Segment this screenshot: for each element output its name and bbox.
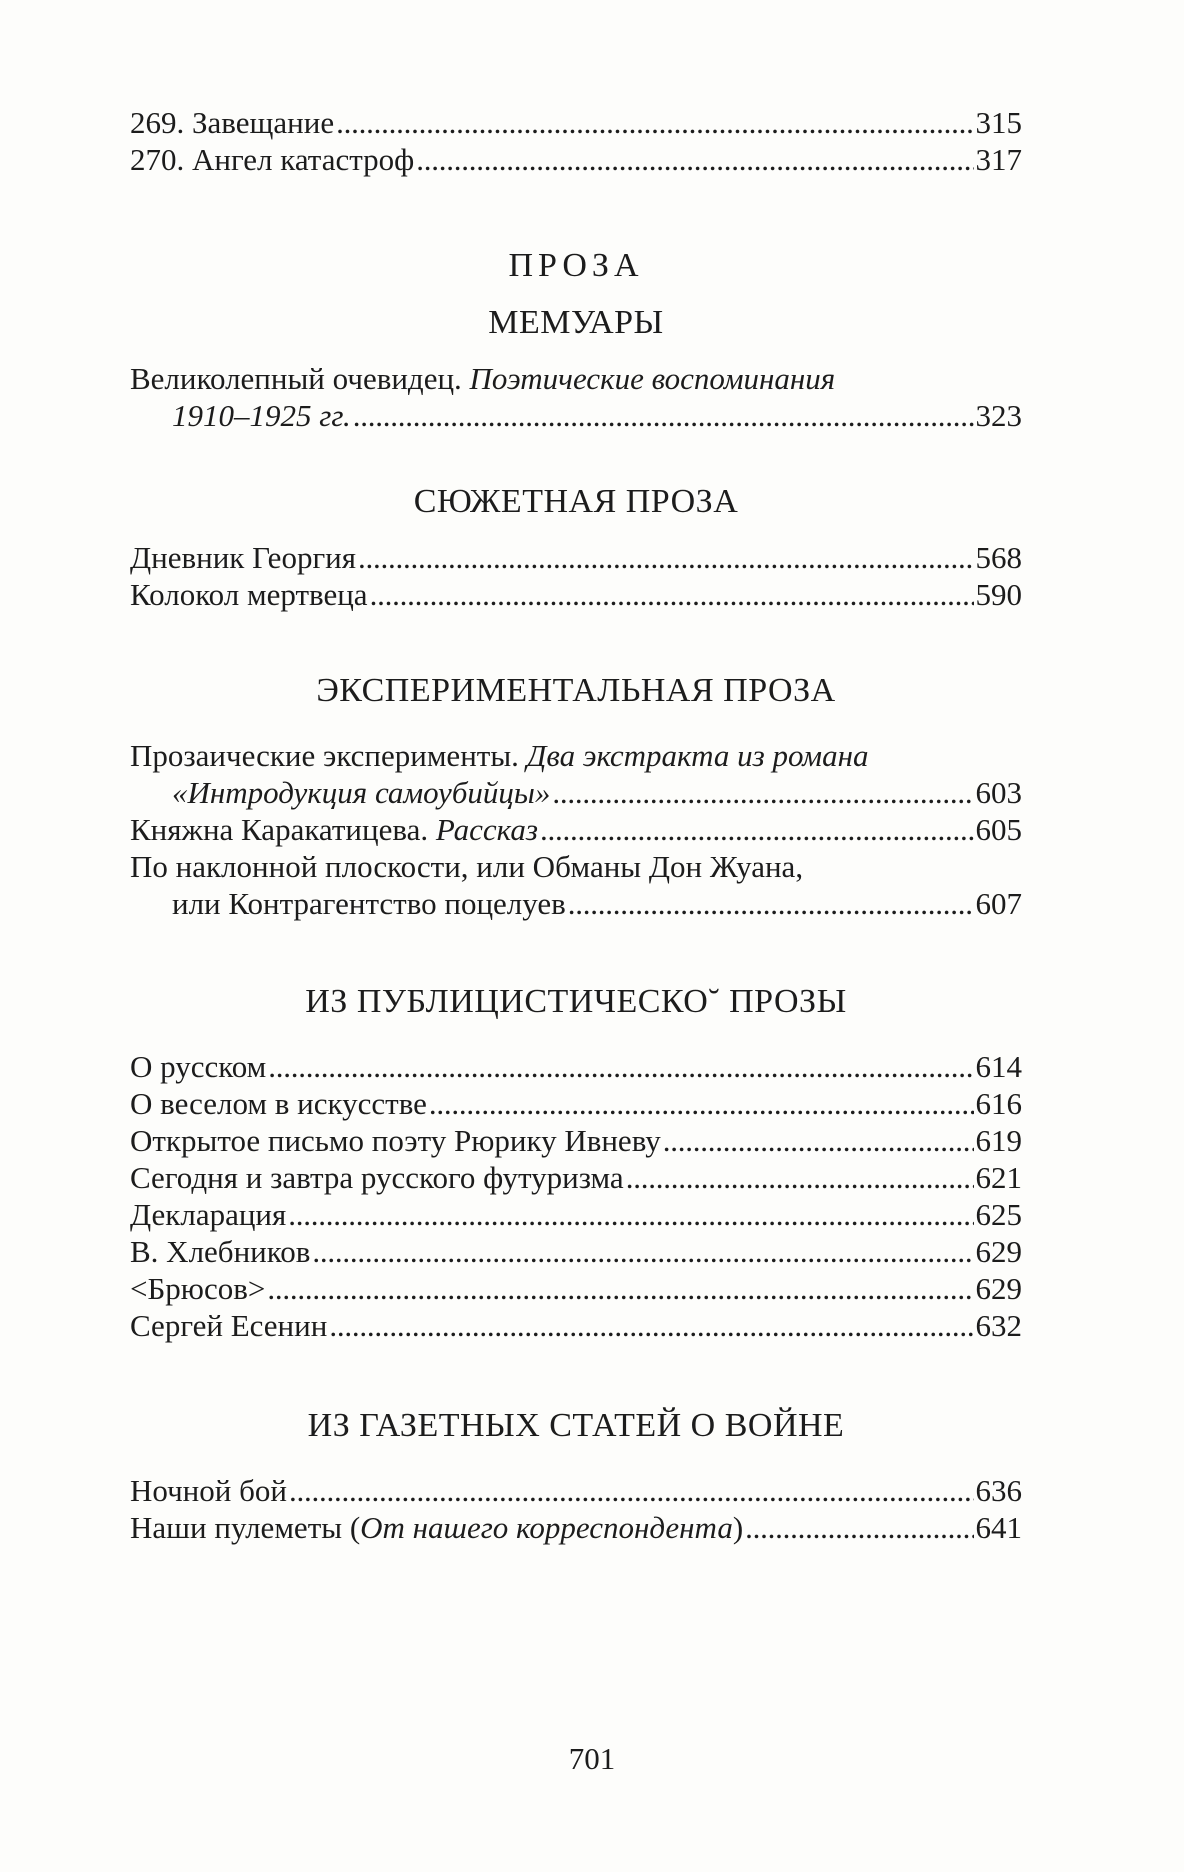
page-number: 590: [975, 577, 1022, 612]
page-number: 607: [975, 886, 1022, 921]
toc-entry: [130, 104, 1022, 141]
dot-leader: [626, 1159, 974, 1196]
dot-leader: [289, 1472, 974, 1509]
dot-leader: [336, 104, 973, 141]
dot-leader: [745, 1509, 973, 1546]
entry-subtitle-cont: «Интродукция самоубийцы»: [172, 775, 551, 810]
section-heading-publicistic: ИЗ ПУБЛИЦИСТИЧЕСКО˘ ПРОЗЫ: [305, 983, 847, 1020]
entry-title: Сегодня и завтра русского футуризма: [130, 1160, 624, 1195]
entry-title: Ночной бой: [130, 1473, 287, 1508]
dot-leader: [358, 539, 973, 576]
section-heading-memoirs: МЕМУАРЫ: [488, 304, 664, 341]
toc-entry: [130, 1122, 1022, 1159]
dot-leader: [268, 1048, 973, 1085]
page-number: 605: [975, 812, 1022, 847]
toc-entry: [130, 774, 1022, 811]
toc-entry: [130, 1048, 1022, 1085]
entry-subtitle: Поэтические воспоминания: [469, 361, 836, 396]
toc-entry: [130, 397, 1022, 434]
toc-page: [130, 104, 1022, 1546]
toc-entry: [130, 141, 1022, 178]
dot-leader: [288, 1196, 973, 1233]
folio-page-number: 701: [568, 1741, 616, 1776]
page-number: 636: [975, 1473, 1022, 1508]
section-heading-experimental-prose: ЭКСПЕРИМЕНТАЛЬНАЯ ПРОЗА: [316, 672, 836, 709]
entry-title: <Брюсов>: [130, 1271, 266, 1306]
page-number: 317: [975, 142, 1022, 177]
page-number: 632: [975, 1308, 1022, 1343]
entry-title-line: [130, 1509, 743, 1546]
toc-entry: [130, 1196, 1022, 1233]
dot-leader: [312, 1233, 973, 1270]
page-number: 629: [975, 1271, 1022, 1306]
entry-title-close: ): [732, 1510, 744, 1545]
toc-entry: [130, 576, 1022, 613]
entry-title-cont: или Контрагентство поцелуев: [172, 886, 566, 921]
entry-subtitle: Рассказ: [435, 812, 538, 847]
page-number: 621: [975, 1160, 1022, 1195]
entry-subtitle: От нашего корреспондента: [360, 1510, 733, 1545]
entry-title: Прозаические эксперименты.: [130, 738, 519, 773]
page-number: 641: [975, 1510, 1022, 1545]
dot-leader: [568, 885, 974, 922]
entry-title: 269. Завещание: [130, 105, 335, 140]
dot-leader: [540, 811, 974, 848]
section-heading-war-articles: ИЗ ГАЗЕТНЫХ СТАТЕЙ О ВОЙНЕ: [307, 1407, 845, 1444]
page-number: 568: [975, 540, 1022, 575]
entry-title-line: [130, 811, 538, 848]
entry-title-line: [130, 360, 1022, 397]
entry-title: Колокол мертвеца: [130, 577, 368, 612]
toc-entry: [130, 1085, 1022, 1122]
toc-entry: [130, 811, 1022, 848]
entry-title: По наклонной плоскости, или Обманы Дон Жуана,: [130, 849, 804, 884]
entry-title: Княжна Каракатицева.: [130, 812, 429, 847]
entry-title: Декларация: [130, 1197, 287, 1232]
page-number: 315: [975, 105, 1022, 140]
entry-title: Великолепный очевидец.: [130, 361, 462, 396]
toc-entry: [130, 1159, 1022, 1196]
dot-leader: [267, 1270, 973, 1307]
entry-title: Сергей Есенин: [130, 1308, 328, 1343]
dot-leader: [353, 397, 974, 434]
toc-entry: [130, 1307, 1022, 1344]
dot-leader: [370, 576, 974, 613]
dot-leader: [663, 1122, 974, 1159]
page-number: 603: [975, 775, 1022, 810]
dot-leader: [429, 1085, 974, 1122]
toc-entry: [130, 1233, 1022, 1270]
toc-entry: [130, 539, 1022, 576]
page-number: 614: [975, 1049, 1022, 1084]
entry-title: Дневник Георгия: [130, 540, 357, 575]
toc-entry: [130, 885, 1022, 922]
part-heading-prose: ПРОЗА: [508, 247, 644, 284]
page-number: 629: [975, 1234, 1022, 1269]
entry-title: В. Хлебников: [130, 1234, 311, 1269]
page-number: 619: [975, 1123, 1022, 1158]
entry-title: Наши пулеметы (: [130, 1510, 361, 1545]
page-number: 323: [975, 398, 1022, 433]
page-number: 625: [975, 1197, 1022, 1232]
toc-entry: [130, 1472, 1022, 1509]
entry-subtitle-cont: 1910–1925 гг.: [172, 398, 351, 433]
section-heading-plot-prose: СЮЖЕТНАЯ ПРОЗА: [413, 483, 739, 520]
toc-entry: [130, 1270, 1022, 1307]
toc-entry: [130, 1509, 1022, 1546]
entry-title: 270. Ангел катастроф: [130, 142, 415, 177]
entry-title: Открытое письмо поэту Рюрику Ивневу: [130, 1123, 661, 1158]
entry-title: О веселом в искусстве: [130, 1086, 427, 1121]
dot-leader: [416, 141, 973, 178]
dot-leader: [329, 1307, 973, 1344]
dot-leader: [552, 774, 973, 811]
entry-title: О русском: [130, 1049, 267, 1084]
page-number: 616: [975, 1086, 1022, 1121]
entry-title-line: [130, 737, 1022, 774]
entry-subtitle: Два экстракта из романа: [526, 738, 869, 773]
